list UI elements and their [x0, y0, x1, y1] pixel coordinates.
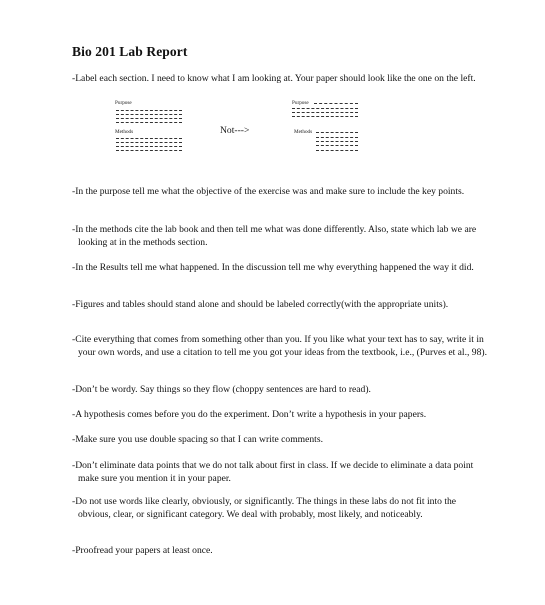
instruction-item-wordy: -Don’t be wordy. Say things so they flow (choppy sentences are hard to read). — [72, 384, 371, 395]
placeholder-line — [314, 103, 358, 104]
layout-example-diagram — [112, 98, 372, 162]
not-arrow-text: Not---> — [220, 125, 250, 136]
placeholder-line — [316, 145, 358, 146]
placeholder-line — [116, 118, 182, 119]
placeholder-line — [116, 114, 182, 115]
placeholder-line — [292, 116, 358, 117]
placeholder-line — [316, 132, 358, 133]
instruction-item-purpose: -In the purpose tell me what the objective of the exercise was and make sure to include the key points. — [72, 186, 465, 197]
left-methods-label: Methods — [115, 129, 134, 135]
instruction-item-data-points: -Don’t eliminate data points that we do not talk about first in class. If we decide to eliminate a data point make sure you mention it in your paper. — [72, 460, 474, 484]
placeholder-line — [292, 112, 358, 113]
placeholder-line — [316, 150, 358, 151]
instruction-item-results: -In the Results tell me what happened. In the discussion tell me why everything happened the way it did. — [72, 262, 474, 273]
instruction-item-hypothesis: -A hypothesis comes before you do the experiment. Don’t write a hypothesis in your papers. — [72, 409, 427, 420]
placeholder-line — [116, 150, 182, 151]
instruction-item-methods: -In the methods cite the lab book and then tell me what was done differently. Also, state which lab we are looking at in the methods section. — [72, 224, 477, 248]
left-purpose-label: Purpose — [115, 100, 132, 106]
placeholder-line — [116, 110, 182, 111]
instruction-item-label-sections: -Label each section. I need to know what I am looking at. Your paper should look like the one on the left. — [72, 73, 476, 84]
right-methods-label: Methods — [294, 129, 313, 135]
document-title: Bio 201 Lab Report — [72, 44, 188, 59]
placeholder-line — [116, 142, 182, 143]
placeholder-line — [316, 141, 358, 142]
placeholder-line — [116, 146, 182, 147]
placeholder-line — [116, 122, 182, 123]
instruction-item-double-spacing: -Make sure you use double spacing so that I can write comments. — [72, 434, 323, 445]
instruction-item-proofread: -Proofread your papers at least once. — [72, 545, 213, 556]
instruction-item-word-choice: -Do not use words like clearly, obviously, or significantly. The things in these labs do not fit into the obvious, clear, or significant category. We deal with probably, most likely, and noticeably. — [72, 496, 457, 520]
instruction-item-citations: -Cite everything that comes from something other than you. If you like what your text has to say, write it in your own words, and use a citation to tell me you got your ideas from the textbook, i.e., (Purves et al., 98). — [72, 334, 487, 358]
placeholder-line — [316, 137, 358, 138]
right-purpose-label: Purpose — [292, 100, 309, 106]
placeholder-line — [116, 138, 182, 139]
placeholder-line — [292, 108, 358, 109]
instruction-item-figures: -Figures and tables should stand alone and should be labeled correctly(with the appropriate units). — [72, 299, 449, 310]
